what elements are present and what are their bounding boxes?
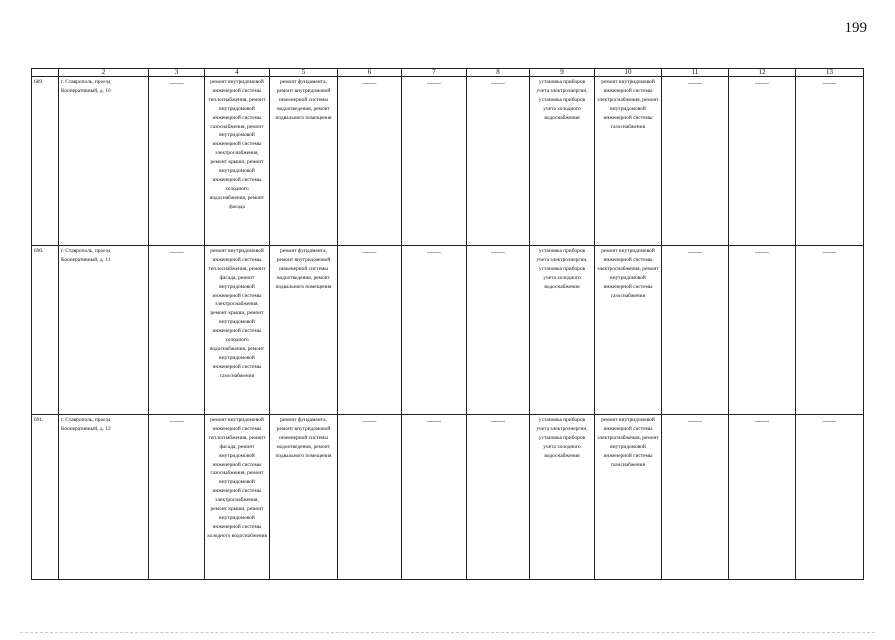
dash: —— [169,248,184,256]
empty-cell [796,415,864,580]
empty-cell [467,77,530,246]
column-number: 12 [729,69,796,77]
column-number: 11 [662,69,729,77]
column-number: 13 [796,69,864,77]
works-cell: ремонт внутридомовой инженерной системы электроснабжения, ремонт внутридомовой инженерной системы газоснабжения [595,415,662,580]
dash: —— [755,248,769,256]
dash: —— [491,248,505,256]
table-row [32,77,864,246]
dash: —— [427,417,441,425]
empty-cell [467,415,530,580]
empty-cell [662,415,729,580]
dash: —— [688,79,702,87]
dash: —— [362,417,377,425]
empty-cell [796,77,864,246]
works-cell: ремонт внутридомовой инженерной системы электроснабжения, ремонт внутридомовой инженерной системы газоснабжения [595,246,662,415]
page-number: 199 [844,20,867,36]
works-cell: установка приборов учета электроэнергии, установка приборов учета холодного водоснабжения [530,415,595,580]
empty-cell [662,77,729,246]
works-cell: ремонт фундамента, ремонт внутридомовой инженерной системы водоотведения, ремонт подвального помещения [270,415,338,580]
empty-cell [662,246,729,415]
dash: —— [688,248,702,256]
empty-cell [338,77,402,246]
works-cell: ремонт внутридомовой инженерной системы теплоснабжения, ремонт внутридомовой инженерной системы газоснабжения, ремонт внутридомовой инженерной системы электроснабжения, ремонт крыши, ремонт внутридомовой инженерной системы холодного водоснабжения, ремонт фасада [205,77,270,246]
works-cell: ремонт внутридомовой инженерной системы электроснабжения, ремонт внутридомовой инженерной системы газоснабжения [595,77,662,246]
works-cell: установка приборов учета электроэнергии, установка приборов учета холодного водоснабжения [530,246,595,415]
dash: —— [427,248,441,256]
column-number [32,69,59,77]
table-row [32,415,864,580]
column-number: 7 [402,69,467,77]
column-number: 3 [149,69,205,77]
empty-cell [467,246,530,415]
column-number: 9 [530,69,595,77]
dash: —— [491,79,505,87]
works-cell: ремонт фундамента, ремонт внутридомовой инженерной системы водоотведения, ремонт подвального помещения [270,77,338,246]
empty-cell [729,415,796,580]
row-number: 689. [32,77,59,246]
works-cell: ремонт внутридомовой инженерной системы теплоснабжения, ремонт фасада, ремонт внутридомовой инженерной системы электроснабжения, ремонт крыши, ремонт внутридомовой инженерной системы холодного водоснабжения, ремонт внутридомовой инженерной системы газоснабжения [205,246,270,415]
row-number: 691. [32,415,59,580]
empty-cell [149,77,205,246]
dash: —— [688,417,702,425]
address-cell: г. Ставрополь, проезд Кооперативный, д. 11 [59,246,149,415]
repair-schedule-table [31,68,864,580]
column-number: 6 [338,69,402,77]
dash: —— [427,79,441,87]
empty-cell [149,415,205,580]
empty-cell [338,415,402,580]
empty-cell [149,246,205,415]
dash: —— [362,248,377,256]
dash: —— [822,417,837,425]
dash: —— [755,417,769,425]
works-cell: ремонт фундамента, ремонт внутридомовой инженерной системы водоотведения, ремонт подвального помещения [270,246,338,415]
column-number: 2 [59,69,149,77]
dash: —— [169,79,184,87]
column-number: 5 [270,69,338,77]
dash: —— [491,417,505,425]
table-row [32,246,864,415]
empty-cell [796,246,864,415]
works-cell: установка приборов учета электроэнергии, установка приборов учета холодного водоснабжения [530,77,595,246]
dash: —— [755,79,769,87]
column-number-row [32,69,864,77]
empty-cell [338,246,402,415]
column-number: 10 [595,69,662,77]
dash: —— [362,79,377,87]
empty-cell [402,415,467,580]
works-cell: ремонт внутридомовой инженерной системы теплоснабжения, ремонт фасада, ремонт внутридомовой инженерной системы газоснабжения, ремонт внутридомовой инженерной системы электроснабжения, ремонт крыши, ремонт внутридомовой инженерной системы холодного водоснабжения [205,415,270,580]
address-cell: г. Ставрополь, проезд Кооперативный, д. 12 [59,415,149,580]
scan-edge-line [20,632,875,633]
column-number: 8 [467,69,530,77]
column-number: 4 [205,69,270,77]
empty-cell [402,246,467,415]
dash: —— [169,417,184,425]
dash: —— [822,248,837,256]
address-cell: г. Ставрополь, проезд Кооперативный, д. 10 [59,77,149,246]
empty-cell [402,77,467,246]
empty-cell [729,246,796,415]
row-number: 690. [32,246,59,415]
empty-cell [729,77,796,246]
dash: —— [822,79,837,87]
